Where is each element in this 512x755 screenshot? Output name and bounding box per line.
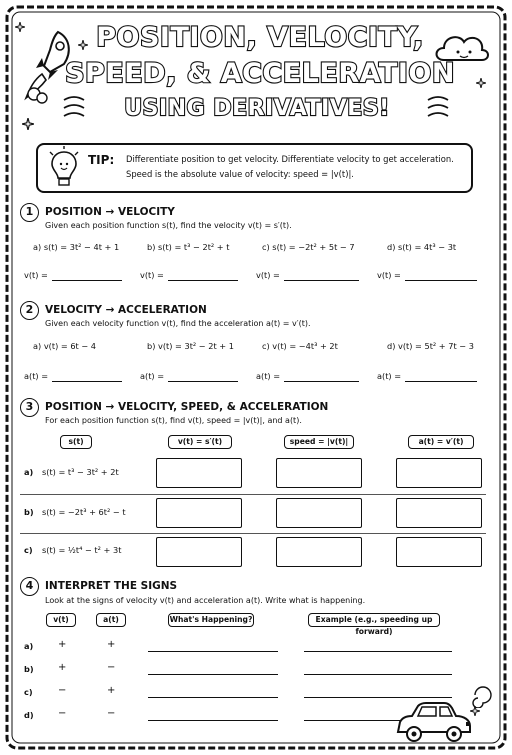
header-velocity: v(t) = s′(t) (168, 435, 232, 449)
section-2-problem-a: a) v(t) = 6t − 4 (33, 341, 97, 351)
header-acceleration-sign: a(t) (96, 613, 126, 627)
answer-line[interactable] (284, 381, 359, 382)
section-1-problem-b: b) s(t) = t³ − 2t² + t (147, 242, 230, 252)
answer-line[interactable] (148, 674, 278, 675)
position-function: s(t) = −2t³ + 6t² − t (42, 507, 126, 517)
answer-line[interactable] (52, 381, 122, 382)
swirl-icon (424, 92, 454, 122)
tip-line-1: Differentiate position to get velocity. Differentiate velocity to get acceleration. (126, 154, 454, 164)
acceleration-answer-box[interactable] (396, 537, 482, 567)
speed-answer-box[interactable] (276, 537, 362, 567)
row-label: a) (24, 641, 34, 651)
header-speed: speed = |v(t)| (284, 435, 354, 449)
tip-label: TIP: (88, 153, 115, 167)
position-function: s(t) = t³ − 3t² + 2t (42, 467, 119, 477)
answer-line[interactable] (168, 381, 238, 382)
title-line-3: USING DERIVATIVES! (124, 96, 390, 121)
answer-line[interactable] (168, 280, 238, 281)
answer-line[interactable] (304, 651, 452, 652)
answer-line[interactable] (52, 280, 122, 281)
speed-answer-box[interactable] (276, 498, 362, 528)
swirl-icon (60, 92, 90, 122)
row-divider (20, 494, 486, 495)
answer-line[interactable] (405, 280, 477, 281)
row-label: d) (24, 710, 34, 720)
section-2-answer-label: a(t) = (24, 371, 49, 381)
star-icon (22, 118, 34, 130)
section-3-title: POSITION → VELOCITY, SPEED, & ACCELERATION (45, 401, 329, 413)
section-1-answer-label: v(t) = (377, 270, 401, 280)
acceleration-answer-box[interactable] (396, 458, 482, 488)
section-2-answer-label: a(t) = (377, 371, 402, 381)
speed-answer-box[interactable] (276, 458, 362, 488)
acceleration-sign: + (107, 639, 116, 650)
answer-line[interactable] (284, 280, 359, 281)
velocity-answer-box[interactable] (156, 537, 242, 567)
section-2-problem-c: c) v(t) = −4t³ + 2t (262, 341, 338, 351)
row-label: b) (24, 507, 34, 517)
section-2-problem-d: d) v(t) = 5t² + 7t − 3 (387, 341, 474, 351)
star-icon (15, 22, 25, 32)
section-2-number: 2 (20, 301, 39, 320)
header-position: s(t) (60, 435, 92, 449)
answer-line[interactable] (148, 697, 278, 698)
answer-line[interactable] (148, 651, 278, 652)
acceleration-sign: − (107, 708, 116, 719)
row-label: c) (24, 687, 33, 697)
section-3-number: 3 (20, 398, 39, 417)
section-2-answer-label: a(t) = (140, 371, 165, 381)
row-label: a) (24, 467, 34, 477)
position-function: s(t) = ½t⁴ − t² + 3t (42, 545, 122, 555)
velocity-answer-box[interactable] (156, 458, 242, 488)
title-line-2: SPEED, & ACCELERATION (65, 58, 455, 89)
header-acceleration: a(t) = v′(t) (408, 435, 474, 449)
answer-line[interactable] (405, 381, 477, 382)
row-divider (20, 533, 486, 534)
lightbulb-icon (48, 146, 80, 190)
velocity-answer-box[interactable] (156, 498, 242, 528)
section-2-problem-b: b) v(t) = 3t² − 2t + 1 (147, 341, 234, 351)
section-4-instructions: Look at the signs of velocity v(t) and acceleration a(t). Write what is happening. (45, 596, 366, 605)
section-1-answer-label: v(t) = (140, 270, 164, 280)
star-icon (476, 78, 486, 88)
section-1-instructions: Given each position function s(t), find the velocity v(t) = s′(t). (45, 221, 292, 230)
section-3-instructions: For each position function s(t), find v(t), speed = |v(t)|, and a(t). (45, 416, 302, 425)
acceleration-sign: + (107, 685, 116, 696)
tip-line-2: Speed is the absolute value of velocity: speed = |v(t)|. (126, 169, 354, 179)
header-whats-happening: What's Happening? (168, 613, 254, 627)
velocity-sign: + (58, 662, 67, 673)
section-1-problem-a: a) s(t) = 3t² − 4t + 1 (33, 242, 120, 252)
section-2-title: VELOCITY → ACCELERATION (45, 304, 207, 316)
answer-line[interactable] (304, 674, 452, 675)
section-1-answer-label: v(t) = (24, 270, 48, 280)
velocity-sign: + (58, 639, 67, 650)
section-2-instructions: Given each velocity function v(t), find the acceleration a(t) = v′(t). (45, 319, 311, 328)
section-1-title: POSITION → VELOCITY (45, 206, 175, 218)
section-1-problem-d: d) s(t) = 4t³ − 3t (387, 242, 457, 252)
acceleration-sign: − (107, 662, 116, 673)
velocity-sign: − (58, 708, 67, 719)
title-line-1: POSITION, VELOCITY, (96, 22, 424, 53)
car-icon (392, 700, 474, 746)
header-velocity-sign: v(t) (46, 613, 76, 627)
section-1-answer-label: v(t) = (256, 270, 280, 280)
answer-line[interactable] (304, 720, 404, 721)
section-1-problem-c: c) s(t) = −2t² + 5t − 7 (262, 242, 355, 252)
header-example: Example (e.g., speeding up forward) (308, 613, 440, 627)
answer-line[interactable] (148, 720, 278, 721)
acceleration-answer-box[interactable] (396, 498, 482, 528)
velocity-sign: − (58, 685, 67, 696)
section-2-answer-label: a(t) = (256, 371, 281, 381)
section-4-title: INTERPRET THE SIGNS (45, 580, 178, 592)
section-1-number: 1 (20, 203, 39, 222)
section-4-number: 4 (20, 577, 39, 596)
answer-line[interactable] (304, 697, 452, 698)
row-label: c) (24, 545, 33, 555)
row-label: b) (24, 664, 34, 674)
tip-text (126, 152, 466, 182)
